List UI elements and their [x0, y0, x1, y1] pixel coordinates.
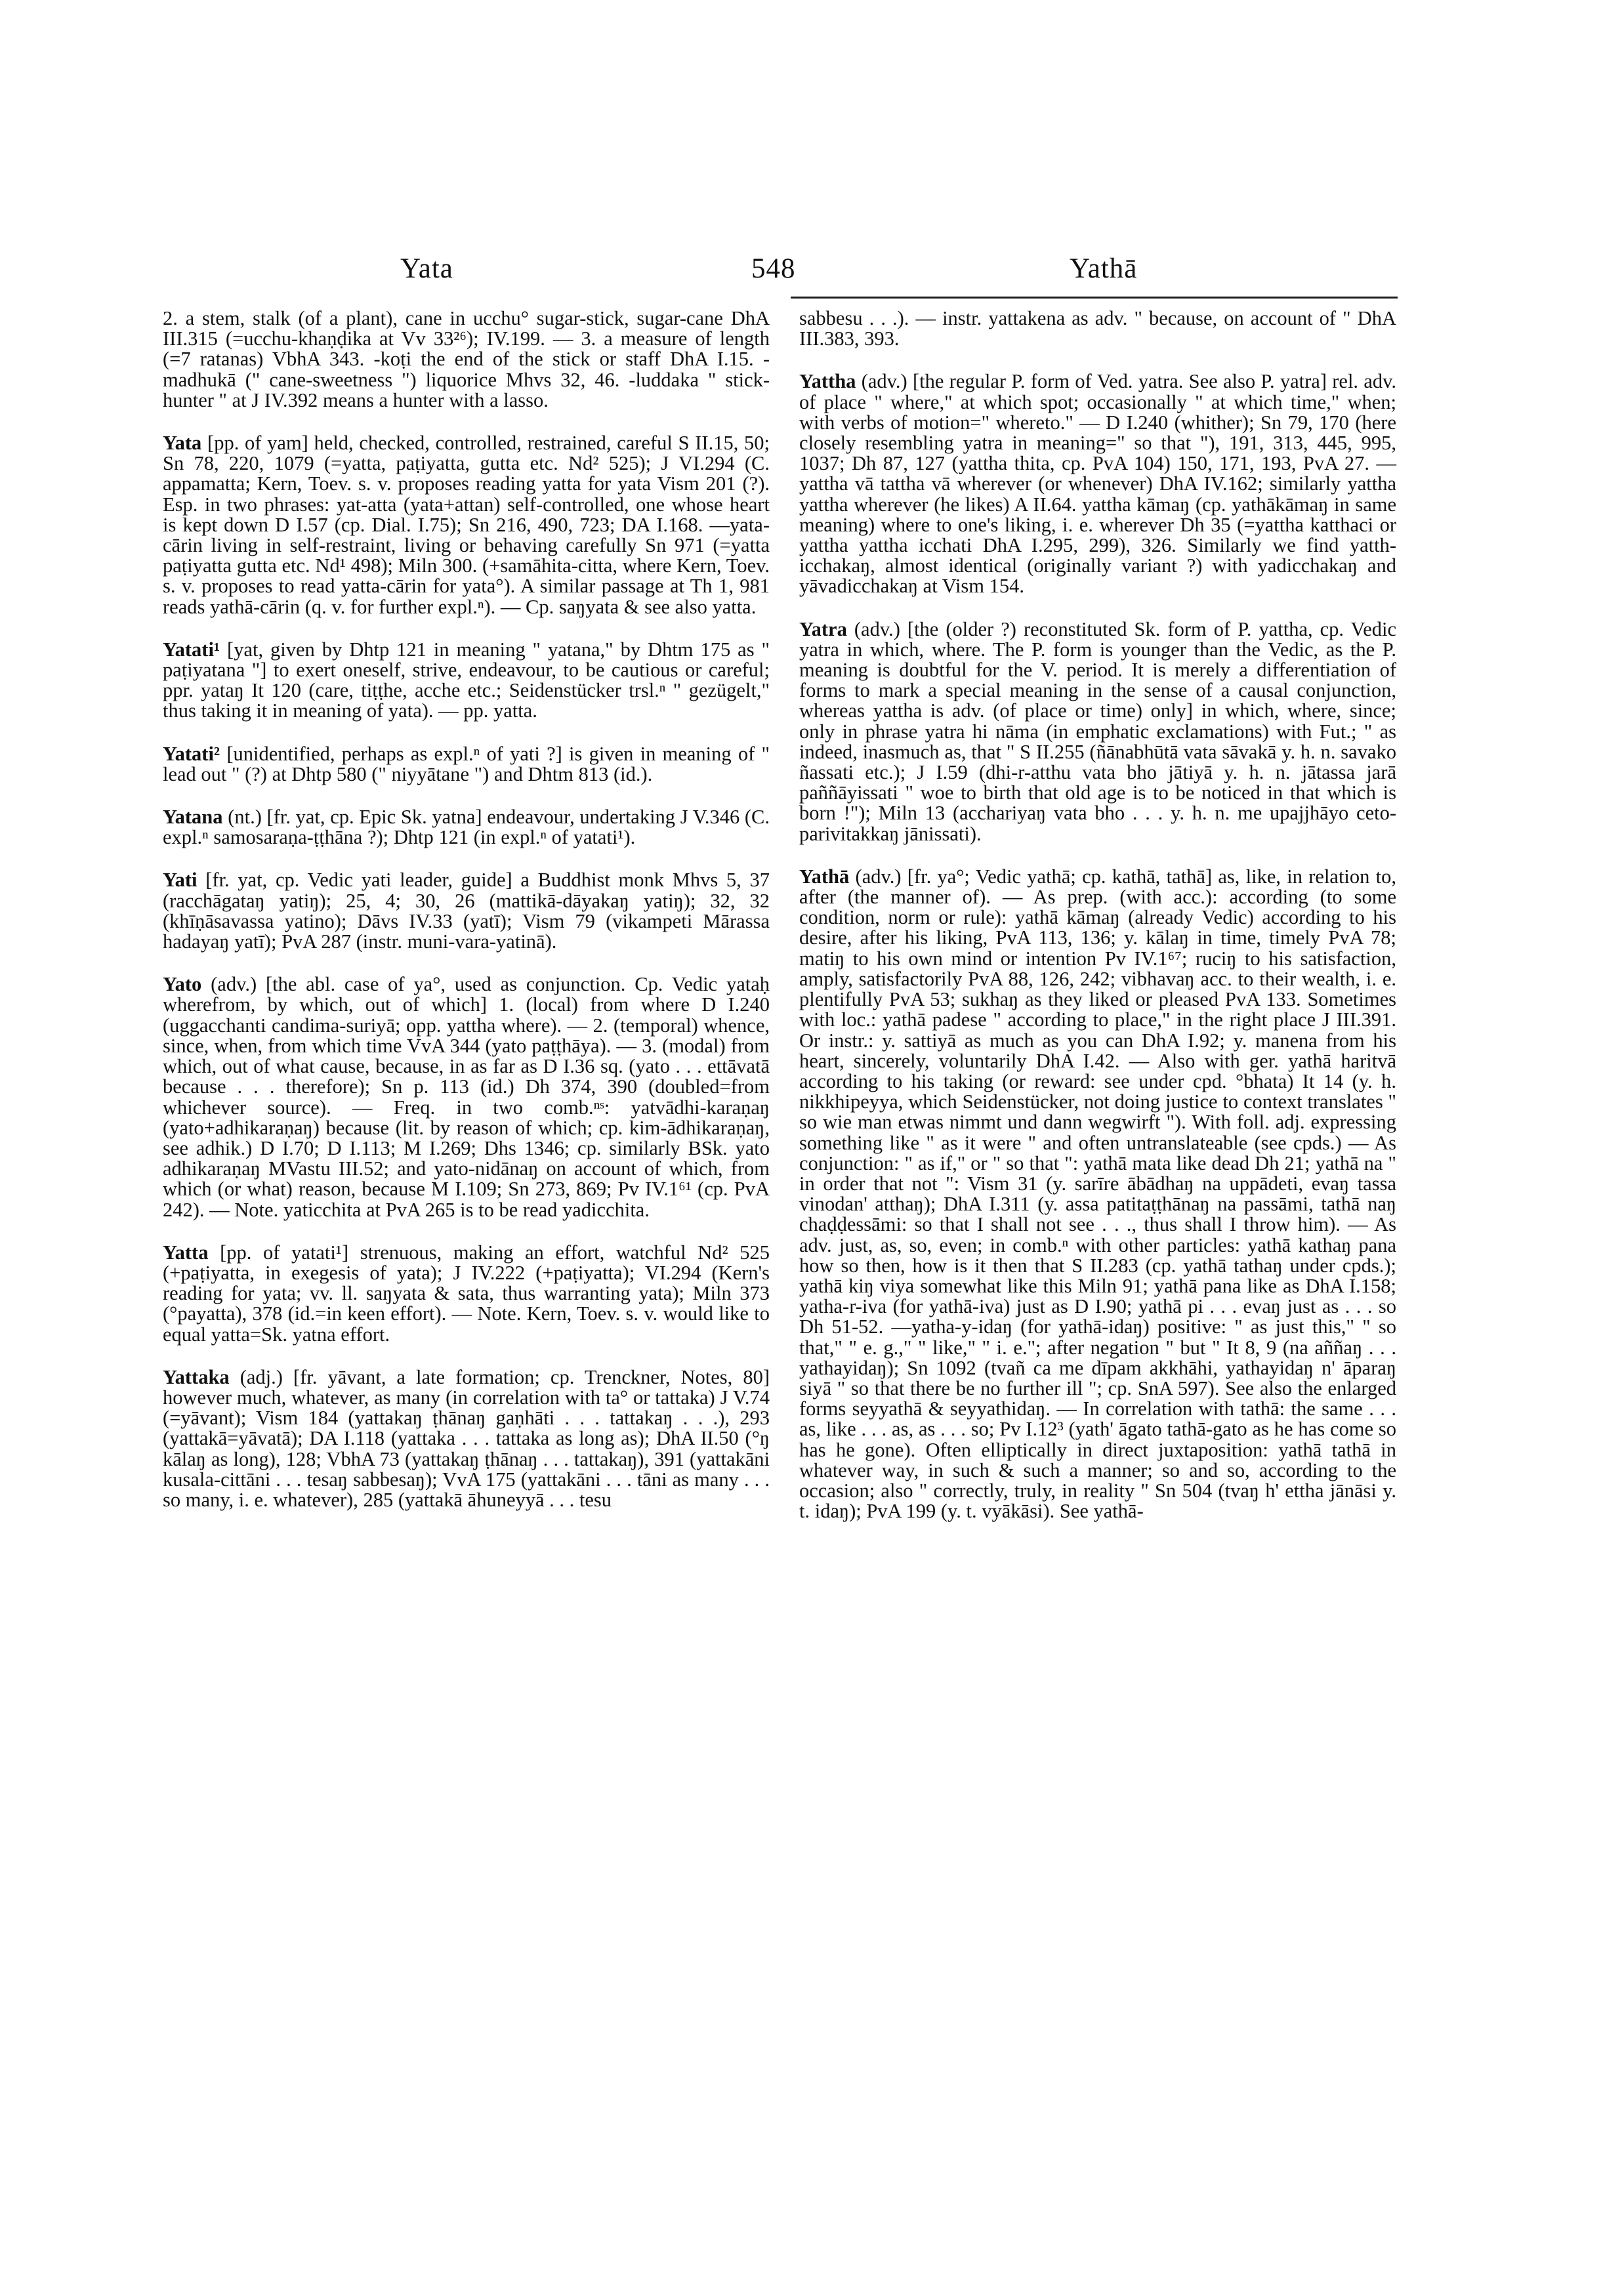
headword: Yati [163, 869, 198, 892]
headword: Yattaka [163, 1365, 230, 1388]
headword: Yatati² [163, 742, 220, 765]
entry-continuation [799, 308, 1396, 349]
headword: Yathā [799, 865, 850, 888]
entry-text: [pp. of yatati¹] strenuous, making an effort, watchful Nd² 525 (+paṭiyatta, in exegesis of yata); J IV.222 (+paṭiyatta); VI.294 (Kern's reading for yata; vv. ll. saŋyata & sata, thus warranting yata); Miln 373 (°payatta), 378 (id.=in keen effort). — Note. Kern, Toev. s. v. would like to equal yatta=Sk. yatna effort. [163, 1241, 770, 1346]
right-column [799, 308, 1396, 1544]
page-number: 548 [751, 253, 796, 284]
entry-continuation [163, 308, 770, 411]
entry-yatta [163, 1243, 770, 1345]
headword: Yatati¹ [163, 638, 220, 661]
entry-yato [163, 974, 770, 1220]
entry-text: (adj.) [fr. yāvant, a late formation; cp. Trenckner, Notes, 80] however much, whatever, as many (in correlation with ta° or tattaka) J V.74 (=yāvant); Vism 184 (yattakaŋ ṭhānaŋ gaṇhāti . . . tattakaŋ . . .), 293 (yattakā=yāvatā); DA I.118 (yattaka . . . tattaka as long as); DhA II.50 (°ŋ kālaŋ as long), 128; VbhA 73 (yattakaŋ ṭhānaŋ . . . tattakaŋ), 391 (yattakāni kusala-cittāni . . . tesaŋ sabbesaŋ); VvA 175 (yattakāni . . . tāni as many . . . so many, i. e. whatever), 285 (yattakā āhuneyyā . . . tesu [163, 1365, 770, 1511]
entry-text: (adv.) [the (older ?) reconstituted Sk. form of P. yattha, cp. Vedic yatra in which, where. The P. form is younger than the Vedic, as the P. meaning is doubtful for the V. period. It is merely a differentiation of forms to mark a special meaning in the sense of a causal conjunction, whereas yattha is adv. (of place or time) only] in which, where, since; only in phrase yatra hi nāma (in emphatic exclamations) with Fut.; " as indeed, inasmuch as, that " S II.255 (ñānabhūtā vata sāvakā y. h. n. savako ñassati etc.); J I.59 (dhi-r-atthu vata bho jātiyā y. h. n. jātassa jarā paññāyissati " woe to birth that old age is to be noticed in that which is born !"); Miln 13 (acchariyaŋ vata bho . . . y. h. n. me upajjhāyo ceto-parivitakkaŋ jānissati). [799, 617, 1396, 845]
entry-text: (adv.) [fr. ya°; Vedic yathā; cp. kathā, tathā] as, like, in relation to, after (the manner of). — As prep. (with acc.): according (to some condition, norm or rule): yathā kāmaŋ (already Vedic) according to his desire, after his liking, PvA 113, 136; y. kālaŋ in time, timely PvA 78; matiŋ to his own mind or intention Pv IV.1⁶⁷; ruciŋ to his satisfaction, amply, satisfactorily PvA 88, 126, 242; vibhavaŋ acc. to their wealth, i. e. plentifully PvA 53; sukhaŋ as they liked or pleased PvA 133. Sometimes with loc.: yathā padese " according to place," in the right place J III.391. Or instr.: y. sattiyā as much as you can DhA I.92; y. manena from his heart, sincerely, voluntarily DhA I.42. — Also with ger. yathā haritvā according to his taking (or reward: see under cpd. °bhata) It 14 (y. h. nikkhipeyya, which Seidenstücker, not doing justice to context translates " so wie man etwas nimmt und dann wegwirft "). With foll. adj. expressing something like " as it were " and often untranslateable (see cpds.) — As conjunction: " as if," or " so that ": yathā mata like dead Dh 21; yathā na " in order that not ": Vism 31 (y. sarīre ābādhaŋ na uppādeti, evaŋ tassa vinodan' atthaŋ); DhA I.311 (y. assa patitaṭṭhānaŋ na passāmi, tathā naŋ chaḍḍessāmi: so that I shall not see . . ., thus shall I throw him). — As adv. just, as, so, even; in comb.ⁿ with other particles: yathā kathaŋ pana how so then, how is it then that S II.283 (cp. yathā tathaŋ under cpds.); yathā kiŋ viya somewhat like this Miln 91; yathā pana like as DhA I.158; yatha-r-iva (for yathā-iva) just as D I.90; yathā pi . . . evaŋ just as . . . so Dh 51-52. —yatha-y-idaŋ (for yathā-idaŋ) positive: " as just this," " so that," " e. g.," " like," " i. e."; after negation " but " It 8, 9 (na aññaŋ . . . yathayidaŋ); Sn 1092 (tvañ ca me dīpam akkhāhi, yathayidaŋ n' āparaŋ siyā " so that there be no further ill "; cp. SnA 597). See also the enlarged forms seyyathā & seyyathidaŋ. — In correlation with tathā: the same . . . as, like . . . as, as . . . so; Pv I.12³ (yath' āgato tathā-gato as he has come so has he gone). Often elliptically in direct juxtaposition: yathā tathā in whatever way, in such & such a manner; so and so, according to the occasion; also " correctly, truly, in reality " Sn 504 (tvaŋ h' ettha jānāsi y. t. idaŋ); PvA 199 (y. t. vyākāsi). See yathā- [799, 865, 1397, 1523]
entry-text: [yat, given by Dhtp 121 in meaning " yatana," by Dhtm 175 as " paṭiyatana "] to exert oneself, strive, endeavour, to be cautious or careful; ppr. yataŋ It 120 (care, tiṭṭhe, acche etc.; Seidenstücker trsl.ⁿ " gezügelt," thus taking it in meaning of yata). — pp. yatta. [163, 638, 770, 722]
entry-text: [pp. of yam] held, checked, controlled, restrained, careful S II.15, 50; Sn 78, 220, 1079 (=yatta, paṭiyatta, gutta etc. Nd² 525); J VI.294 (C. appamatta; Kern, Toev. s. v. proposes reading yatta for yata Vism 201 (?). Esp. in two phrases: yat-atta (yata+attan) self-controlled, one whose heart is kept down D I.57 (cp. Dial. I.75); Sn 216, 490, 723; DA I.168. —yata-cārin living in self-restraint, living or behaving carefully Sn 971 (=yatta paṭiyatta gutta etc. Nd¹ 498); Miln 300. (+samāhita-citta, where Kern, Toev. s. v. proposes to read yatta-cārin for yata°). A similar passage at Th 1, 981 reads yathā-cārin (q. v. for further expl.ⁿ). — Cp. saŋyata & see also yatta. [163, 432, 770, 618]
entry-text: (adv.) [the regular P. form of Ved. yatra. See also P. yatra] rel. adv. of place " where," at which spot; occasionally " at which time," when; with verbs of motion=" whereto." — D I.240 (whither); Sn 79, 170 (here closely resembling yatra in meaning=" so that "), 191, 313, 445, 995, 1037; Dh 87, 127 (yattha thita, cp. PvA 104) 150, 171, 193, PvA 27. —yattha vā tattha vā wherever (or whenever) DhA IV.162; similarly yattha yattha wherever (he likes) A II.64. yattha kāmaŋ (cp. yathākāmaŋ in same meaning) where to one's liking, i. e. wherever Dh 35 (=yattha katthaci or yattha yattha icchati DhA I.295, 299), 326. Similarly we find yatth-icchakaŋ, almost identical (originally variant ?) with yadicchakaŋ and yāvadicchakaŋ at Vism 154. [799, 370, 1396, 598]
entry-yatati1 [163, 640, 770, 722]
headword: Yato [163, 973, 202, 996]
entry-text: [unidentified, perhaps as expl.ⁿ of yati ?] is given in meaning of " lead out " (?) at Dhtp 580 (" niyyātane ") and Dhtm 813 (id.). [163, 742, 770, 785]
headword: Yatta [163, 1241, 209, 1264]
entry-yati [163, 870, 770, 952]
entry-yattaka [163, 1367, 770, 1510]
headword: Yattha [799, 370, 856, 393]
entry-text: 2. a stem, stalk (of a plant), cane in ucchu° sugar-stick, sugar-cane DhA III.315 (=ucchu-khaṇḍika at Vv 33²⁶); IV.199. — 3. a measure of length (=7 ratanas) VbhA 343. -koṭi the end of the stick or staff DhA I.15. -madhukā (" cane-sweetness ") liquorice Mhvs 32, 46. -luddaka " stick-hunter " at J IV.392 means a hunter with a lasso. [163, 307, 770, 411]
header-rule [791, 297, 1398, 299]
entry-text: (nt.) [fr. yat, cp. Epic Sk. yatna] endeavour, undertaking J V.346 (C. expl.ⁿ samosaraṇa-ṭṭhāna ?); Dhtp 121 (in expl.ⁿ of yatati¹). [163, 806, 770, 849]
entry-yatana [163, 807, 770, 848]
headword: Yatana [163, 806, 223, 829]
entry-yattha [799, 371, 1396, 596]
header-left-guide-word: Yata [400, 253, 453, 284]
page-header [0, 253, 1624, 299]
headword: Yatra [799, 617, 847, 640]
entry-text: sabbesu . . .). — instr. yattakena as adv. " because, on account of " DhA III.383, 393. [799, 307, 1396, 350]
headword: Yata [163, 432, 202, 455]
entry-yatha [799, 867, 1396, 1522]
entry-yatra [799, 619, 1396, 844]
left-column [163, 308, 770, 1533]
entry-yatati2 [163, 744, 770, 785]
entry-text: [fr. yat, cp. Vedic yati leader, guide] a Buddhist monk Mhvs 5, 37 (racchāgataŋ yatiŋ); 25, 4; 30, 26 (mattikā-dāyakaŋ yatiŋ); 32, 32 (khīṇāsavassa yatino); Dāvs IV.33 (yatī); Vism 79 (vikampeti Mārassa hadayaŋ yatī); PvA 287 (instr. muni-vara-yatinā). [163, 869, 770, 953]
header-right-guide-word: Yathā [1070, 253, 1138, 284]
entry-yata [163, 433, 770, 617]
entry-text: (adv.) [the abl. case of ya°, used as conjunction. Cp. Vedic yataḥ wherefrom, by which, out of which] 1. (local) from where D I.240 (uggacchanti candima-suriyā; opp. yattha where). — 2. (temporal) whence, since, when, from which time VvA 344 (yato paṭṭhāya). — 3. (modal) from which, out of what cause, because, in as far as D I.36 sq. (yato . . . ettāvatā because . . . therefore); Sn p. 113 (id.) Dh 374, 390 (doubled=from whichever source). — Freq. in two comb.ⁿˢ: yatvādhi-karaṇaŋ (yato+adhikaraṇaŋ) because (lit. by reason of which; cp. kim-ādhikaraṇaŋ, see adhik.) D I.70; D I.113; M I.269; Dhs 1346; cp. similarly BSk. yato adhikaraṇaŋ MVastu III.52; and yato-nidānaŋ on account of which, from which (or what) reason, because M I.109; Sn 273, 869; Pv IV.1⁶¹ (cp. PvA 242). — Note. yaticchita at PvA 265 is to be read yadicchita. [163, 973, 770, 1221]
